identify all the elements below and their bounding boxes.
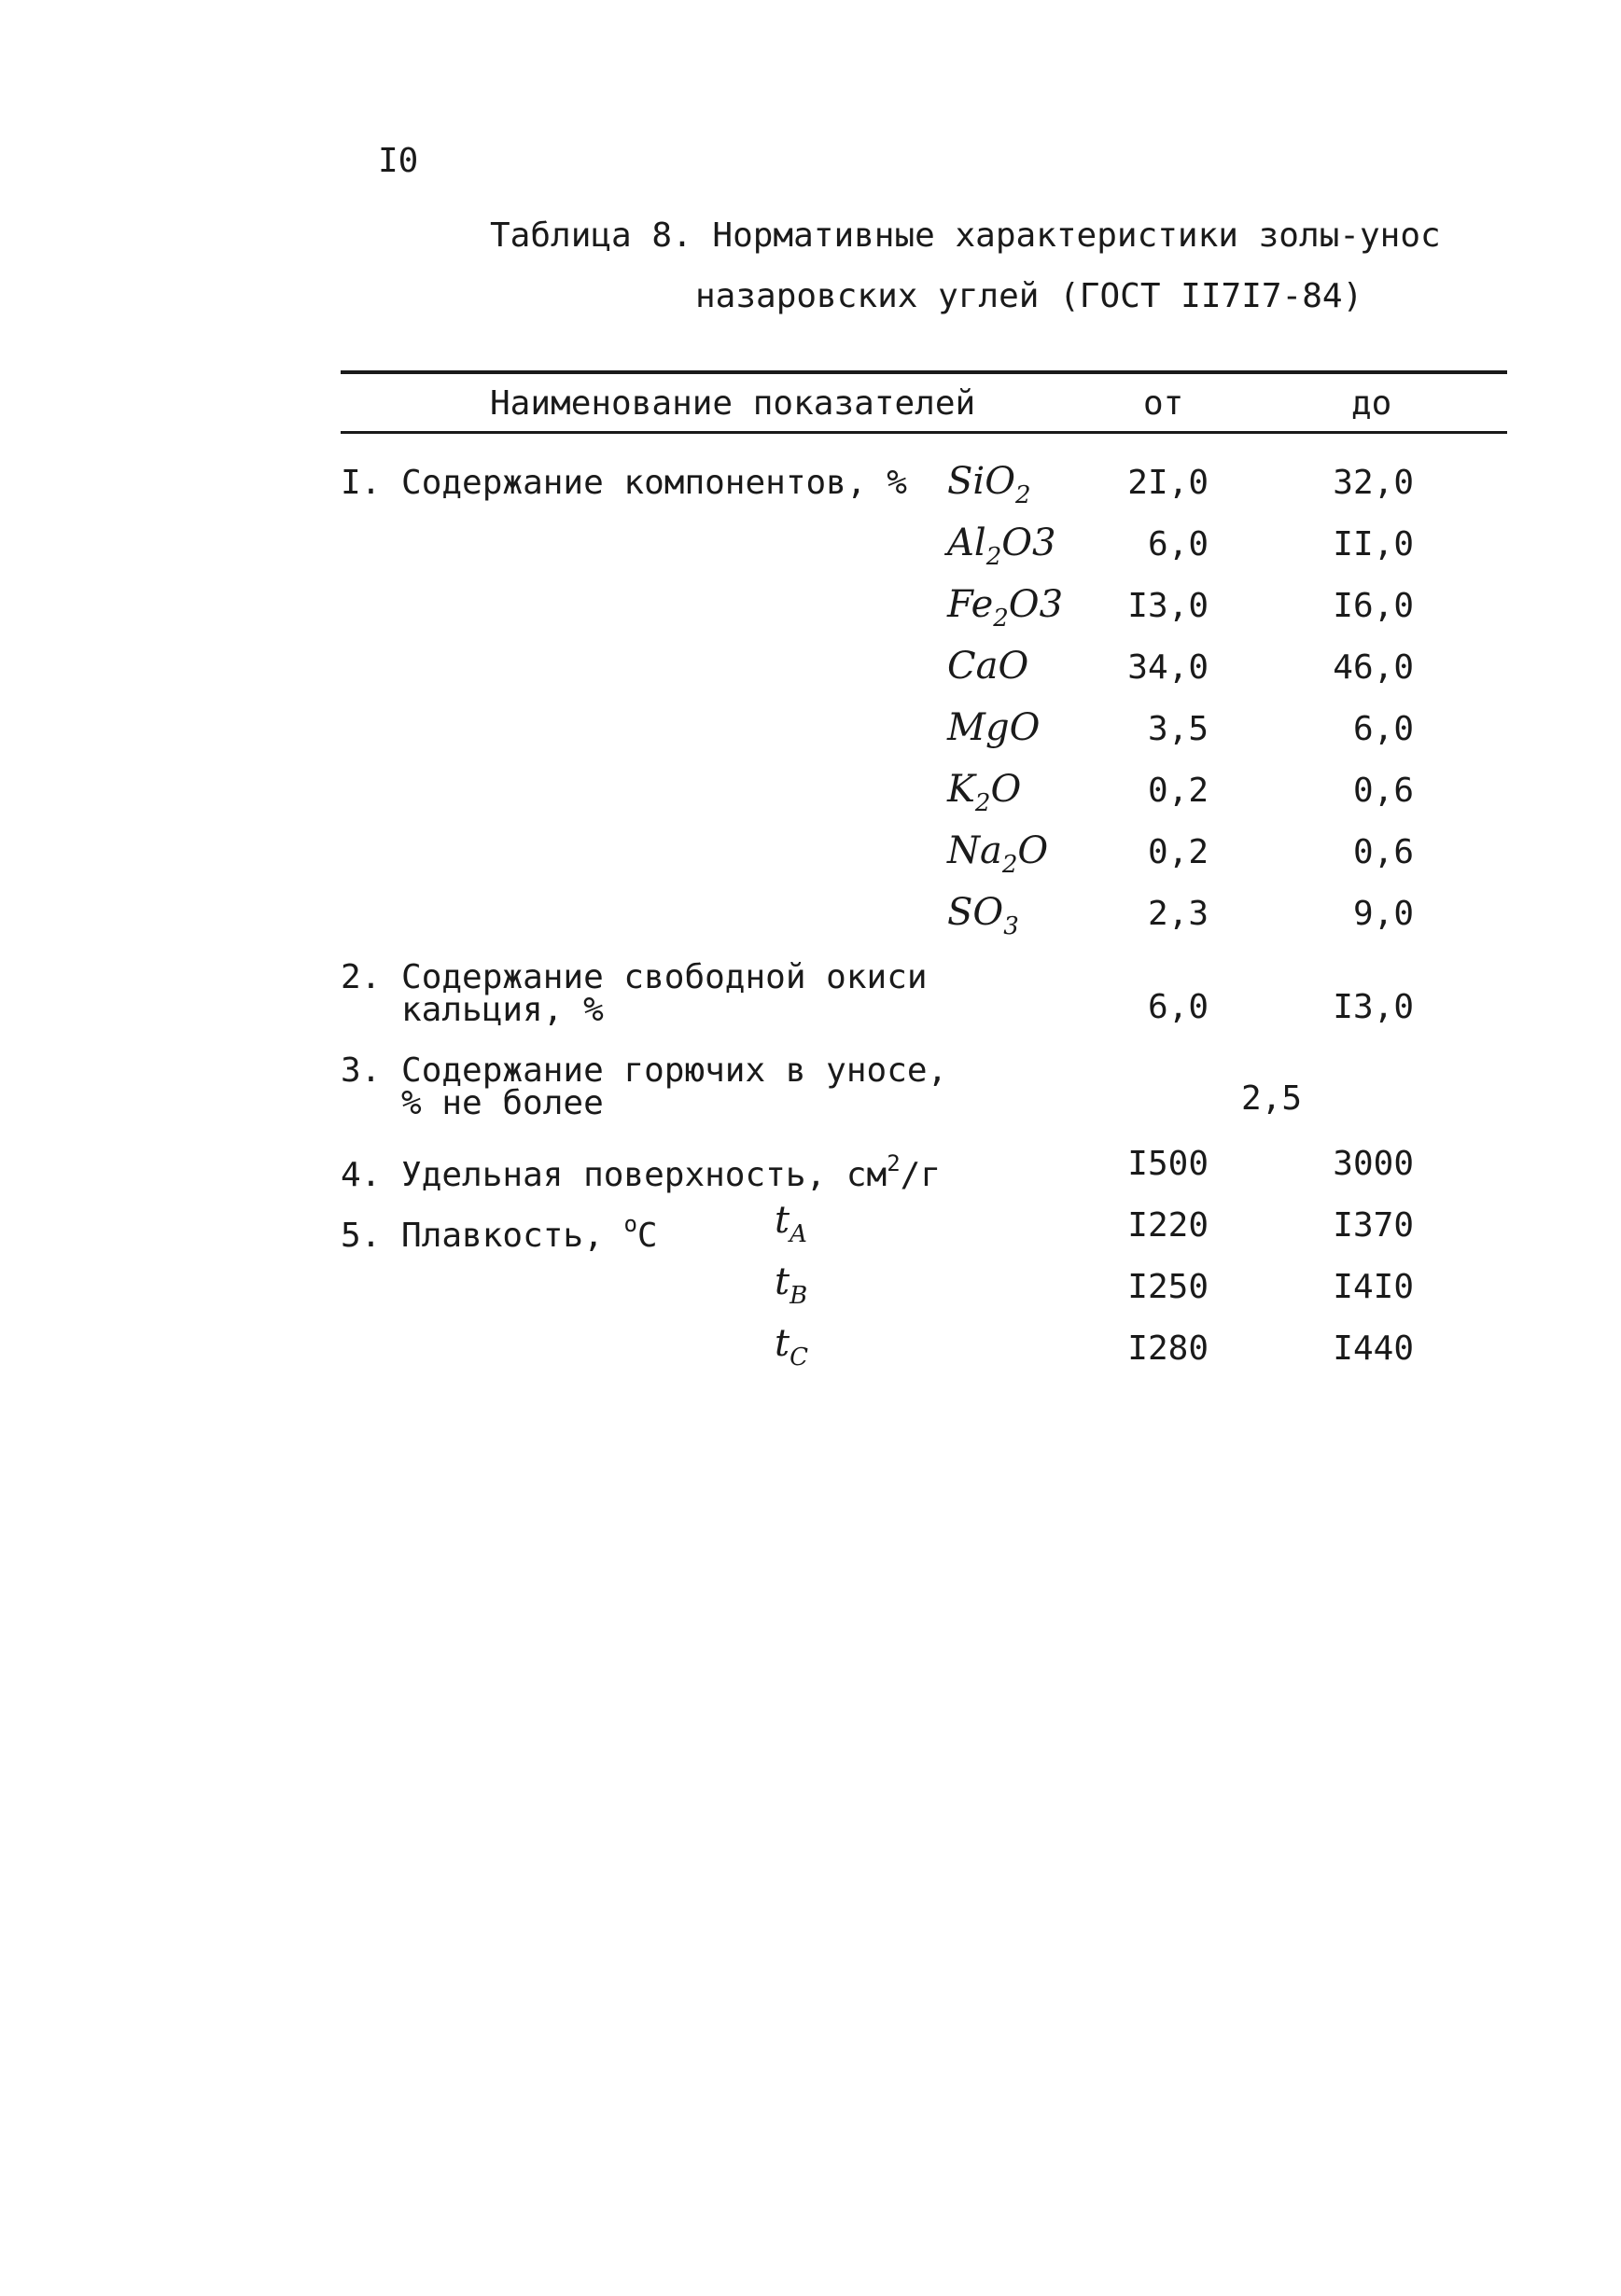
column-header-name: Наименование показателей — [490, 384, 976, 423]
component-from: I3,0 — [1127, 587, 1209, 625]
page-number: I0 — [378, 142, 419, 180]
component-formula: $Fe_2O3$ — [947, 583, 1064, 633]
temperature-from: I280 — [1127, 1329, 1209, 1368]
component-formula: $Na_2O$ — [947, 829, 1049, 879]
temperature-to: I440 — [1333, 1329, 1414, 1368]
section5-unit: С — [636, 1217, 658, 1255]
section3-value: 2,5 — [1241, 1079, 1303, 1118]
component-to: 0,6 — [1352, 833, 1414, 871]
section4-unit: /г — [900, 1156, 942, 1194]
component-from: 2I,0 — [1127, 464, 1209, 502]
component-to: 46,0 — [1333, 648, 1414, 687]
column-header-from: от — [1143, 384, 1184, 423]
section2-label-line1: 2. Содержание свободной окиси — [341, 958, 928, 996]
section1-label: I. Содержание компонентов, % — [341, 464, 907, 502]
section4-label — [341, 1152, 941, 1192]
component-from: 3,5 — [1147, 710, 1209, 748]
section3-label-line1: 3. Содержание горючих в уносе, — [341, 1051, 948, 1090]
temperature-symbol: $t_B$ — [775, 1260, 808, 1310]
section3-label-line2: % не более — [401, 1084, 604, 1122]
component-to: 6,0 — [1352, 710, 1414, 748]
component-formula: CaO — [947, 645, 1029, 688]
temperature-to: I4I0 — [1333, 1268, 1414, 1306]
component-to: 0,6 — [1352, 772, 1414, 810]
temperature-symbol: $t_A$ — [775, 1199, 807, 1248]
component-from: 6,0 — [1147, 525, 1209, 564]
section4-sup: 2 — [887, 1150, 901, 1176]
header-bottom-rule — [341, 431, 1507, 434]
table-title-line1: Таблица 8. Нормативные характеристики золы-унос — [490, 216, 1441, 255]
component-formula: MgO — [947, 706, 1041, 749]
table-title-line2: назаровских углей (ГОСТ II7I7-84) — [695, 277, 1363, 315]
component-to: 9,0 — [1352, 895, 1414, 933]
section2-from: 6,0 — [1147, 988, 1209, 1026]
section2-label-line2: кальция, % — [401, 991, 604, 1029]
component-to: I6,0 — [1333, 587, 1414, 625]
section2-to: I3,0 — [1333, 988, 1414, 1026]
component-to: II,0 — [1333, 525, 1414, 564]
section5-label — [341, 1213, 658, 1253]
component-to: 32,0 — [1333, 464, 1414, 502]
section5-text: 5. Плавкость, — [341, 1217, 624, 1255]
section4-to: 3000 — [1333, 1145, 1414, 1183]
section5-degree: о — [623, 1211, 637, 1237]
component-from: 0,2 — [1147, 772, 1209, 810]
component-formula: $Al_2O3$ — [947, 522, 1056, 571]
component-from: 34,0 — [1127, 648, 1209, 687]
temperature-symbol: $t_C$ — [775, 1322, 808, 1371]
temperature-from: I250 — [1127, 1268, 1209, 1306]
component-from: 2,3 — [1147, 895, 1209, 933]
temperature-from: I220 — [1127, 1206, 1209, 1245]
component-formula: $SO_3$ — [947, 891, 1019, 940]
header-top-rule — [341, 370, 1507, 374]
section4-text: 4. Удельная поверхность, см — [341, 1156, 887, 1194]
component-from: 0,2 — [1147, 833, 1209, 871]
component-formula: $K_2O$ — [947, 768, 1022, 817]
column-header-to: до — [1351, 384, 1392, 423]
section4-from: I500 — [1127, 1145, 1209, 1183]
temperature-to: I370 — [1333, 1206, 1414, 1245]
component-formula: SiO$_2$ — [947, 460, 1031, 509]
